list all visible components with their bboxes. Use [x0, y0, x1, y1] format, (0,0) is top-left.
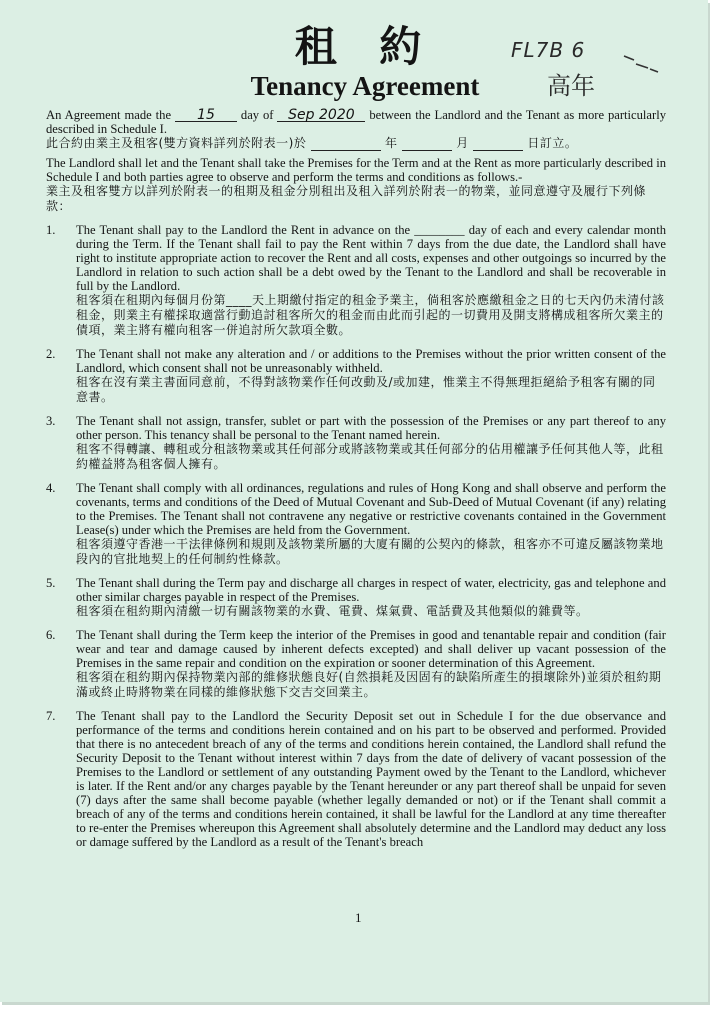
clause-number: 5. [46, 576, 56, 590]
clause-2 [46, 347, 666, 405]
clause-7 [46, 709, 666, 849]
cn-month-field[interactable] [402, 137, 452, 151]
pen-scribble-mark [622, 50, 662, 74]
clause-chinese: 租客須在租約期內保持物業內部的維修狀態良好(自然損耗及因固有的缺陷所產生的損壞除外)並須於租約期滿或終止時將物業在同樣的維修狀態下交吉交回業主。 [76, 670, 662, 699]
clause-number: 6. [46, 628, 56, 642]
cn-year-field[interactable] [311, 137, 381, 151]
clause-english: The Tenant shall comply with all ordinances, regulations and rules of Hong Kong and shall observe and perform the covenants, terms and conditions of the Deed of Mutual Covenant and Sub-Deed of Mutual Covenant (if any) relating to the Premises. The Tenant shall not contravene any negative or restrictive covenants contained in the Government Lease(s) under which the Premises are held from the Government. [76, 481, 666, 537]
clause-chinese: 租客須在租約期內清繳一切有關該物業的水費、電費、煤氣費、電話費及其他類似的雜費等。 [76, 604, 589, 618]
clause-english: The Tenant shall pay to the Landlord the Security Deposit set out in Schedule I for the due observance and performance of the terms and conditions herein contained and on his part to be observed and performed. Provided that there is no antecedent breach of any of the terms and conditions herein contained, the Landlord shall refund the Security Deposit to the Tenant without interest within 7 days from the date of delivery of vacant possession of the Premises to the Landlord or settlement of any outstanding Payment owed by the Tenant to the Landlord, whichever is later. If the Rent and/or any charges payable by the Tenant hereunder or any part thereof shall be unpaid for seven (7) days after the same shall become payable (whether legally demanded or not) or if the Tenant shall commit a breach of any of the terms and conditions herein contained, it shall be lawful for the Landlord at any time thereafter to re-enter the Premises whereupon this Agreement shall absolutely determine and the Landlord may deduct any loss or damage suffered by the Landlord as a result of the Tenant's breach [76, 709, 666, 849]
clause-english: The Tenant shall not make any alteration and / or additions to the Premises without the prior written consent of the Landlord, which consent shall not be unreasonably withheld. [76, 347, 666, 375]
clause-chinese: 租客不得轉讓、轉租或分租該物業或其任何部分或將該物業或其任何部分的佔用權讓予任何其他人等，此租約權益將為租客個人擁有。 [76, 442, 664, 471]
clause-number: 4. [46, 481, 56, 495]
clause-chinese: 租客須遵守香港一干法律條例和規則及該物業所屬的大廈有關的公契內的條款，租客亦不可違反屬該物業地段內的官批地契上的任何制約性條款。 [76, 537, 664, 566]
clause-english: The Tenant shall pay to the Landlord the Rent in advance on the ________ day of each and every calendar month during the Term. If the Tenant shall fail to pay the Rent within 7 days from the due date, the Landlord shall have right to institute appropriate action to recover the Rent and all costs, expenses and other outgoings so incurred by the Landlord in relation to such action shall be a debt owed by the Tenant to the Landlord and shall be recoverable in full by the Landlord. [76, 223, 666, 293]
clause-chinese: 租客在沒有業主書面同意前，不得對該物業作任何改動及/或加建，惟業主不得無理拒絕給予租客有關的同意書。 [76, 375, 656, 404]
clause-1 [46, 223, 666, 338]
clause-4 [46, 481, 666, 567]
handwritten-reference: FL7B 6 [511, 38, 586, 62]
title-chinese: 租 約 [294, 22, 436, 71]
month-year-field[interactable]: Sep 2020 [277, 108, 365, 122]
clause-chinese: 租客須在租期內每個月份第____天上期繳付指定的租金予業主，倘租客於應繳租金之日的七天內仍未清付該租金，則業主有權採取適當行動追討租客所欠的租金而由此而引起的一切費用及開支將構成租客所欠業主的債項，業主將有權向租客一併追討所欠款項全數。 [76, 293, 665, 337]
clause-number: 2. [46, 347, 56, 361]
page-number: 1 [355, 910, 362, 925]
clause-6 [46, 628, 666, 700]
clause-3 [46, 414, 666, 472]
day-field[interactable]: 15 [175, 108, 237, 122]
intro-english: An Agreement made the 15 day of Sep 2020 between the Landlord and the Tenant as more particularly described in Schedule I. [46, 107, 666, 136]
clause-5 [46, 576, 666, 619]
handwritten-chinese-note: 高年 [547, 72, 595, 100]
intro-chinese-date-line: 此合約由業主及租客(雙方資料詳列於附表一)於 年 月 日訂立。 [46, 136, 578, 150]
cn-day-field[interactable] [473, 137, 523, 151]
clause-number: 3. [46, 414, 56, 428]
intro-let-english: The Landlord shall let and the Tenant shall take the Premises for the Term and at the Rent as more particularly described in Schedule I and both parties agree to observe and perform the terms and conditions as follows.- [46, 156, 666, 184]
intro-let-chinese: 業主及租客雙方以詳列於附表一的租期及租金分別租出及租入詳列於附表一的物業，並同意遵守及履行下列條款： [46, 184, 647, 213]
clause-english: The Tenant shall during the Term keep the interior of the Premises in good and tenantable repair and condition (fair wear and tear and damage caused by inherent defects excepted) and shall deliver up vacant possession of the Premises in the same repair and condition on the expiration or sooner determination of this Agreement. [76, 628, 666, 670]
agreement-body [46, 108, 666, 849]
clause-english: The Tenant shall during the Term pay and discharge all charges in respect of water, electricity, gas and telephone and other similar charges payable in respect of the Premises. [76, 576, 666, 604]
clause-english: The Tenant shall not assign, transfer, sublet or part with the possession of the Premises or any part thereof to any other person. This tenancy shall be personal to the Tenant named herein. [76, 414, 666, 442]
clause-number: 7. [46, 709, 56, 723]
clause-number: 1. [46, 223, 56, 237]
title-english: Tenancy Agreement [250, 71, 480, 101]
